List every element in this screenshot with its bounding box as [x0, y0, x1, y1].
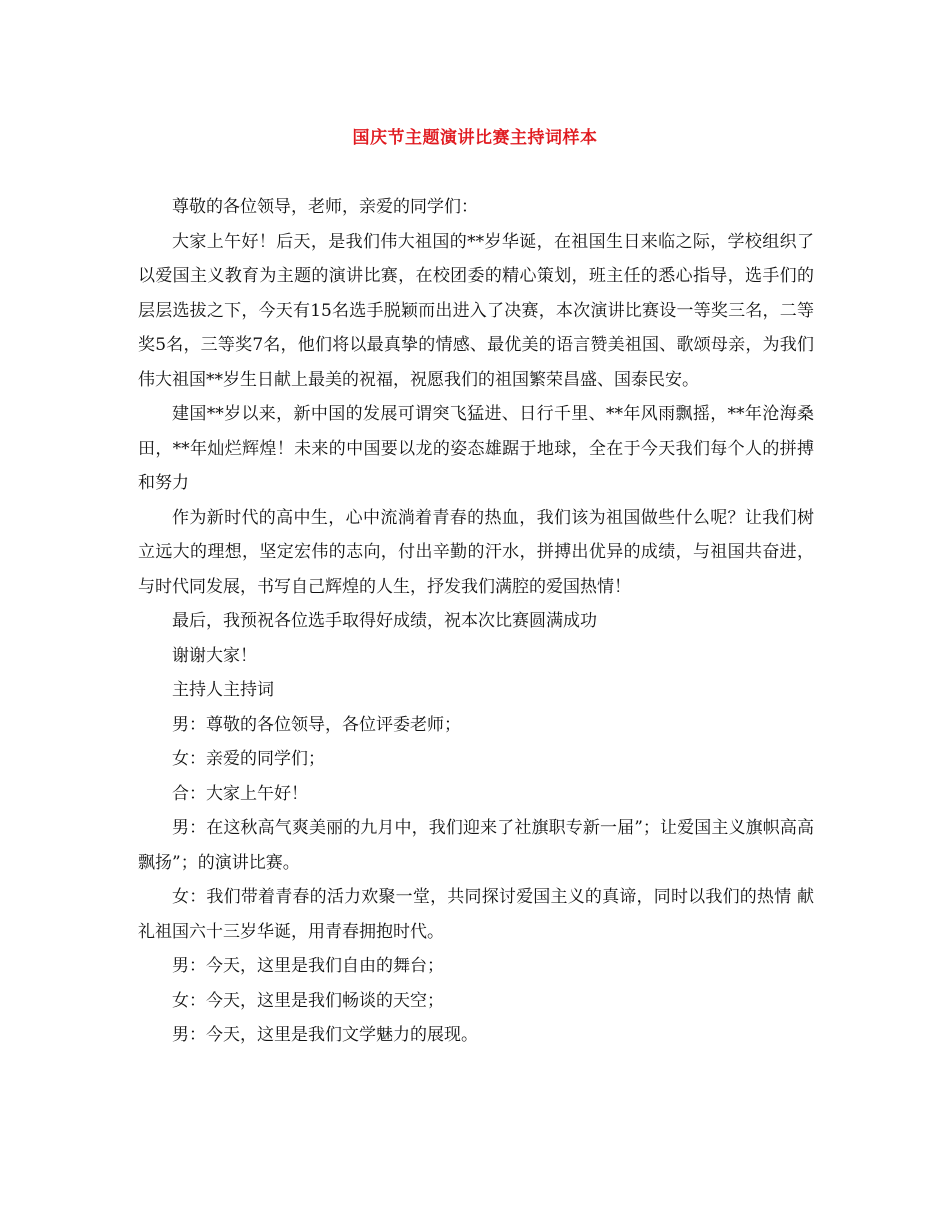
paragraph-male-2: 男：在这秋高气爽美丽的九月中，我们迎来了社旗职专新一届”；让爱国主义旗帜高高飘扬”；的演讲比赛。	[138, 818, 814, 873]
paragraph-female-2: 女：我们带着青春的活力欢聚一堂，共同探讨爱国主义的真谛，同时以我们的热情 献礼祖国六十三岁华诞，用青春拥抱时代。	[138, 887, 814, 942]
paragraph-thanks: 谢谢大家！	[172, 645, 257, 666]
paragraph-host-heading: 主持人主持词	[172, 680, 274, 700]
paragraph-male-4: 男：今天，这里是我们文学魅力的展现。	[172, 1025, 478, 1045]
paragraph-male-1: 男：尊敬的各位领导，各位评委老师；	[172, 714, 461, 735]
document-title: 国庆节主题演讲比赛主持词样本	[352, 128, 598, 148]
paragraph-female-3: 女：今天，这里是我们畅谈的天空；	[172, 990, 444, 1011]
paragraph-students: 作为新时代的高中生，心中流淌着青春的热血，我们该为祖国做些什么呢？让我们树立远大的理想，坚定宏伟的志向，付出辛勤的汗水，拼搏出优异的成绩，与祖国共奋进，与时代同发展，书写自己辉煌的人生，抒发我们满腔的爱国热情！	[138, 507, 814, 597]
paragraph-opening: 大家上午好！后天，是我们伟大祖国的**岁华诞，在祖国生日来临之际，学校组织了以爱国主义教育为主题的演讲比赛，在校团委的精心策划，班主任的悉心指导，选手们的层层选拔之下，今天有15名选手脱颖而出进入了决赛，本次演讲比赛设一等奖三名，二等奖5名，三等奖7名，他们将以最真挚的情感、最优美的语言赞美祖国、歌颂母亲，为我们伟大祖国**岁生日献上最美的祝福，祝愿我们的祖国繁荣昌盛、国泰民安。	[138, 231, 814, 390]
paragraph-male-3: 男：今天，这里是我们自由的舞台；	[172, 956, 444, 976]
paragraph-together: 合：大家上午好！	[172, 783, 308, 804]
paragraph-wishes: 最后，我预祝各位选手取得好成绩，祝本次比赛圆满成功	[172, 611, 597, 631]
paragraph-history: 建国**岁以来，新中国的发展可谓突飞猛进、日行千里、**年风雨飘摇，**年沧海桑田，**年灿烂辉煌！未来的中国要以龙的姿态雄踞于地球，全在于今天我们每个人的拼搏和努力	[138, 404, 814, 493]
paragraph-greeting: 尊敬的各位领导，老师，亲爱的同学们：	[172, 197, 478, 217]
paragraph-female-1: 女：亲爱的同学们；	[172, 749, 325, 769]
document-body	[138, 190, 814, 1053]
